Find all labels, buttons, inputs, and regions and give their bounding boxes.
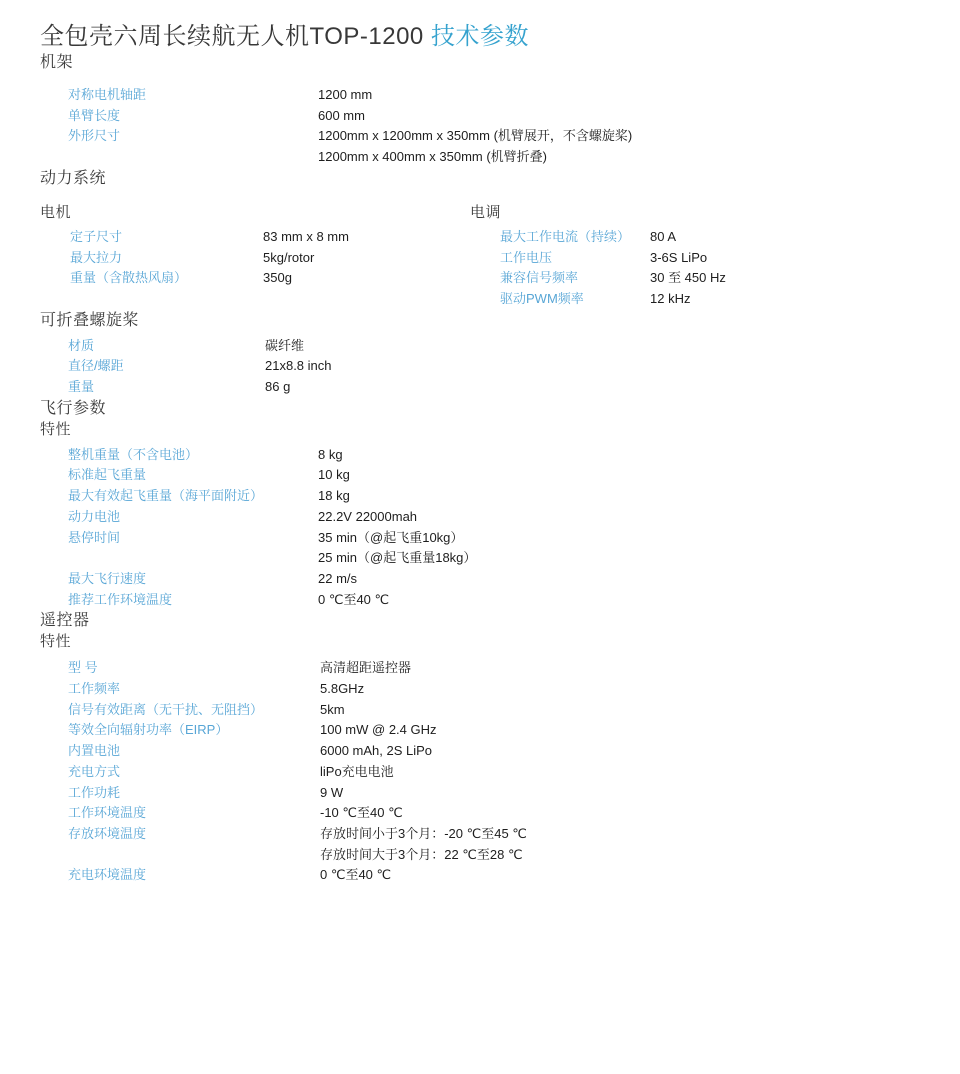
table-row [68,528,920,549]
spec-label: 标准起飞重量 [68,467,147,483]
remote-subheading: 特性 [40,633,72,651]
spec-label: 推荐工作环境温度 [68,591,173,607]
spec-label: 悬停时间 [68,529,121,545]
spec-label: 充电方式 [68,763,121,779]
section-power-heading: 动力系统 [40,169,107,187]
table-row [68,700,920,721]
spec-value: 18 kg [318,488,350,504]
spec-value: 1200 mm [318,87,373,102]
table-row [500,268,920,289]
spec-label: 兼容信号频率 [500,270,579,286]
propeller-rows [40,336,920,398]
spec-value: liPo充电电池 [320,763,394,779]
spec-value: 9 W [320,784,344,800]
table-row [500,289,920,310]
section-remote-heading: 遥控器 [40,612,90,630]
spec-label: 驱动PWM频率 [500,290,584,306]
spec-label: 工作电压 [500,249,553,265]
table-row [68,741,920,762]
section-propeller [40,310,920,398]
spec-value: 83 mm x 8 mm [263,228,349,244]
section-remote [40,610,920,886]
power-columns [40,202,920,310]
spec-label: 内置电池 [68,743,121,759]
motor-rows [40,227,470,289]
spec-value: 10 kg [318,467,350,483]
frame-rows [40,85,920,168]
spec-value: 8 kg [318,446,343,462]
spec-value: 3-6S LiPo [650,249,708,265]
spec-label: 整机重量（不含电池） [68,446,199,462]
table-row [68,377,920,398]
spec-label: 最大工作电流（持续） [500,228,631,244]
esc-rows [470,227,920,310]
spec-label: 材质 [68,337,95,353]
spec-label: 工作功耗 [68,784,121,800]
spec-label: 工作频率 [68,681,121,697]
table-row [68,147,920,168]
table-row [70,268,470,289]
section-flight [40,398,920,611]
spec-label: 直径/螺距 [68,358,124,374]
spec-label: 外形尺寸 [68,128,121,144]
spec-label: 最大有效起飞重量（海平面附近） [68,488,264,504]
section-power [40,168,920,310]
spec-value: 0 ℃至40 ℃ [320,867,392,883]
table-row [68,658,920,679]
table-row [68,865,920,886]
table-row [68,845,920,866]
table-row [68,569,920,590]
table-row [68,679,920,700]
spec-value: 5kg/rotor [263,249,315,265]
table-row [68,336,920,357]
table-row [68,507,920,528]
table-row [68,126,920,147]
spec-value: 80 A [650,228,677,244]
spec-value: 存放时间小于3个月：-20 ℃至45 ℃ [320,825,527,841]
spec-value: 22.2V 22000mah [318,508,418,524]
spec-value: 86 g [265,379,291,395]
table-row [68,590,920,611]
section-frame [40,52,920,168]
spec-value: 存放时间大于3个月：22 ℃至28 ℃ [320,846,523,862]
motor-column [40,202,470,310]
spec-label: 最大拉力 [70,249,123,265]
table-row [68,762,920,783]
motor-heading: 电机 [40,203,72,221]
table-row [68,486,920,507]
spec-label: 充电环境温度 [68,867,147,883]
spec-label: 重量（含散热风扇） [70,270,188,286]
spec-value: 1200mm x 1200mm x 350mm (机臂展开，不含螺旋桨) [318,128,633,144]
table-row [68,783,920,804]
page-title-main: 全包壳六周长续航无人机TOP-1200 [40,23,431,50]
esc-heading: 电调 [470,203,502,221]
spec-value: 100 mW @ 2.4 GHz [320,722,437,738]
spec-value: 6000 mAh, 2S LiPo [320,743,433,759]
remote-rows [40,658,920,886]
table-row [68,356,920,377]
spec-label: 信号有效距离（无干扰、无阻挡） [68,701,264,717]
table-row [68,465,920,486]
spec-value: 600 mm [318,107,365,123]
spec-value: -10 ℃至40 ℃ [320,805,403,821]
table-row [500,227,920,248]
table-row [68,548,920,569]
spec-label: 动力电池 [68,508,121,524]
spec-value: 高清超距遥控器 [320,660,412,676]
spec-value: 30 至 450 Hz [650,270,726,286]
spec-value: 5.8GHz [320,681,365,697]
table-row [68,803,920,824]
spec-value: 22 m/s [318,570,358,586]
spec-value: 25 min（@起飞重量18kg） [318,550,477,566]
table-row [68,824,920,845]
spec-value: 12 kHz [650,290,691,306]
flight-rows [40,445,920,611]
spec-value: 0 ℃至40 ℃ [318,591,390,607]
spec-label: 等效全向辐射功率（EIRP） [68,722,229,738]
spec-label: 对称电机轴距 [68,87,147,102]
section-frame-heading: 机架 [40,54,74,71]
table-row [70,227,470,248]
section-propeller-heading: 可折叠螺旋桨 [40,311,140,329]
table-row [68,106,920,127]
page-title-accent: 技术参数 [430,23,529,50]
spec-label: 单臂长度 [68,107,121,123]
spec-value: 1200mm x 400mm x 350mm (机臂折叠) [318,149,547,165]
table-row [68,445,920,466]
table-row [500,248,920,269]
table-row [68,85,920,106]
section-flight-heading: 飞行参数 [40,399,107,417]
spec-value: 350g [263,270,292,286]
spec-label: 存放环境温度 [68,825,147,841]
spec-label: 重量 [68,379,95,395]
spec-value: 5km [320,701,345,717]
spec-value: 21x8.8 inch [265,358,332,374]
table-row [68,720,920,741]
spec-value: 碳纤维 [265,337,305,353]
spec-value: 35 min（@起飞重10kg） [318,529,464,545]
page-title [40,22,920,52]
flight-subheading: 特性 [40,420,72,438]
spec-label: 最大飞行速度 [68,570,147,586]
table-row [70,248,470,269]
esc-column [470,202,920,310]
spec-label: 型 号 [68,660,98,676]
spec-label: 定子尺寸 [70,228,123,244]
spec-label: 工作环境温度 [68,805,147,821]
